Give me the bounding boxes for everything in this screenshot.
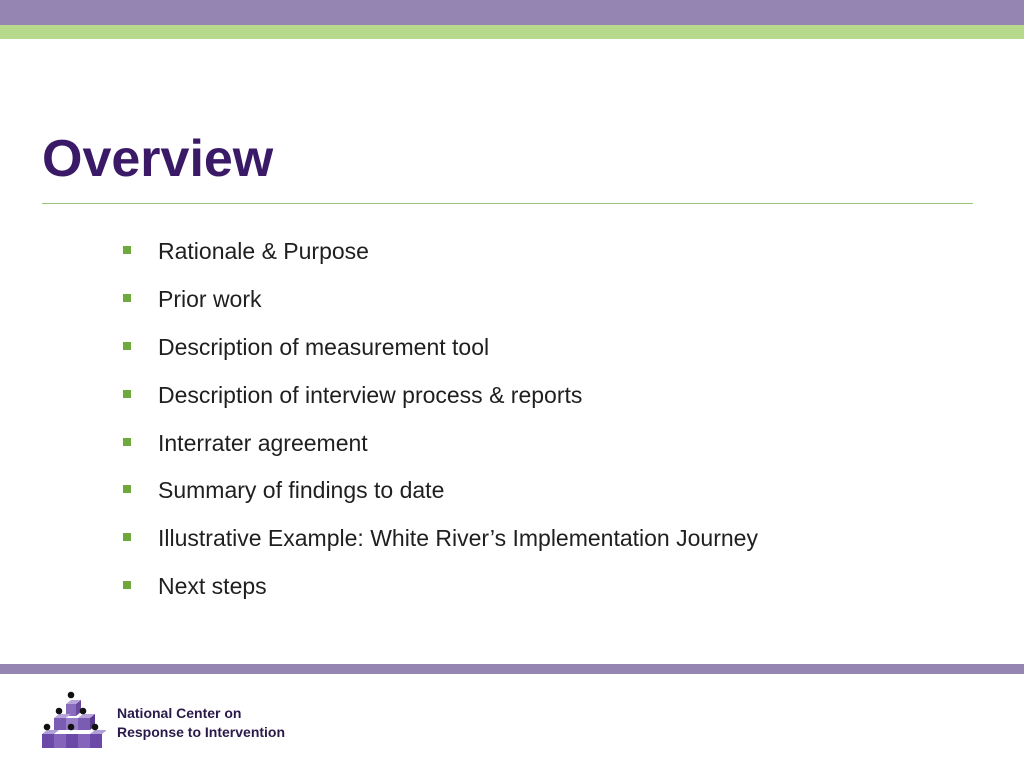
bullet-list: [122, 233, 758, 616]
square-bullet-icon: [123, 438, 131, 446]
list-item: [122, 425, 758, 473]
square-bullet-icon: [123, 342, 131, 350]
list-item: [122, 520, 758, 568]
bullet-text: Illustrative Example: White River’s Implementation Journey: [158, 525, 758, 552]
org-name-line2: Response to Intervention: [117, 724, 286, 740]
square-bullet-icon: [123, 294, 131, 302]
bullet-text: Rationale & Purpose: [158, 238, 369, 264]
bullet-text: Description of measurement tool: [158, 333, 490, 360]
bullet-text: Interrater agreement: [158, 429, 368, 456]
square-bullet-icon: [123, 485, 131, 493]
list-item: [122, 377, 758, 425]
square-bullet-icon: [123, 390, 131, 398]
org-name-line1: National Center on: [117, 705, 242, 721]
square-bullet-icon: [123, 246, 131, 254]
list-item: [122, 233, 758, 281]
top-green-band: [0, 25, 1024, 39]
slide-title: Overview: [42, 130, 274, 188]
stacked-cubes-logo-icon: [38, 690, 106, 752]
list-item: [122, 568, 758, 616]
bullet-text: Summary of findings to date: [158, 477, 445, 504]
top-purple-band: [0, 0, 1024, 25]
bottom-purple-band: [0, 664, 1024, 674]
square-bullet-icon: [123, 581, 131, 589]
bullet-text: Description of interview process & reports: [158, 381, 583, 408]
bullet-text: Prior work: [158, 285, 262, 312]
title-divider: [42, 203, 973, 204]
list-item: [122, 329, 758, 377]
list-item: [122, 472, 758, 520]
org-name: [117, 704, 285, 742]
square-bullet-icon: [123, 533, 131, 541]
bullet-text: Next steps: [158, 573, 267, 600]
list-item: [122, 281, 758, 329]
